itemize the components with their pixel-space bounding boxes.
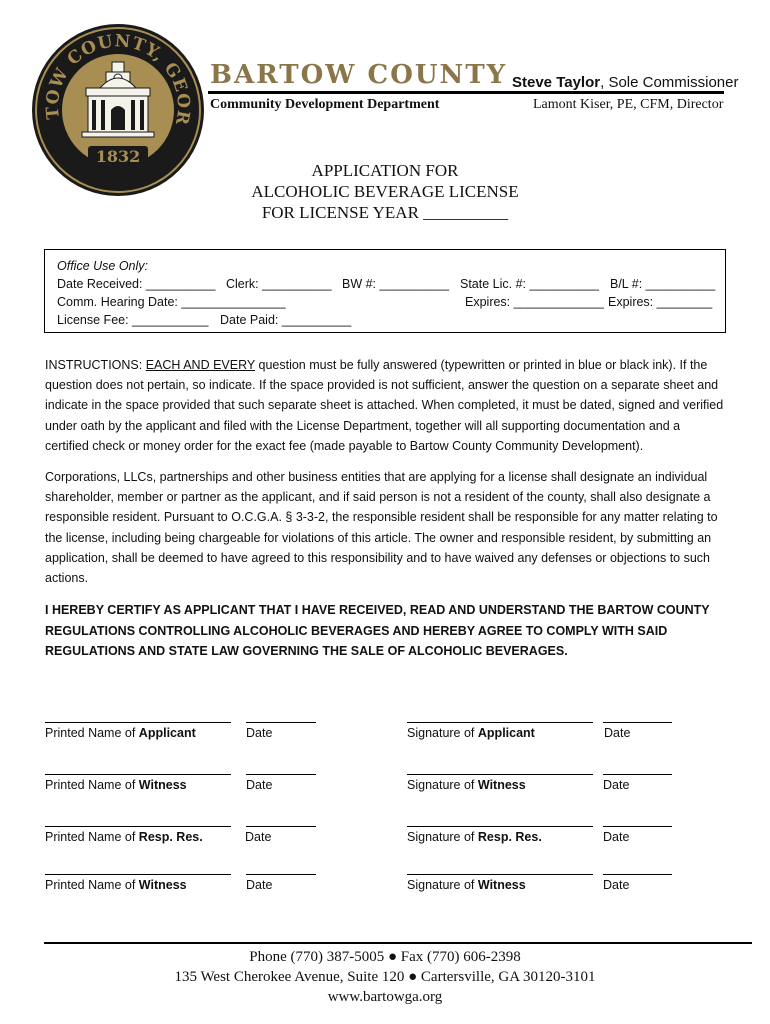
date-signature-witness-2-line[interactable] [603, 874, 672, 875]
seal-year: 1832 [95, 147, 141, 166]
corporations-paragraph: Corporations, LLCs, partnerships and other business entities that are applying for a license shall designate an individual shareholder, member or partner as the applicant, and if said person is not a resident of the county, shall also designate a responsible resident. Pursuant to O.C.G.A. § 3-3-2, the responsible resident shall be responsible for any matter relating to the license, including being chargeable for violations of this article. The owner and responsible resident, by submitting an application, shall be deemed to have agreed to this responsibility and to have waived any defenses or objections to such actions. [45, 470, 718, 586]
signature-resp-res-label: Signature of Resp. Res. [407, 830, 542, 844]
signature-witness-line[interactable] [407, 774, 593, 775]
title-line-3: FOR LICENSE YEAR __________ [261, 203, 509, 222]
signature-witness-label: Signature of Witness [407, 778, 526, 792]
date-label: Date [604, 726, 631, 740]
certification-statement: I HEREBY CERTIFY AS APPLICANT THAT I HAVE RECEIVED, READ AND UNDERSTAND THE BARTOW COUNTY REGULATIONS CONTROLLING ALCOHOLIC BEVERAGES AND HEREBY AGREE TO COMPLY WITH SAID REGULATIONS AND STATE LAW GOVERNING THE SALE OF ALCOHOLIC BEVERAGES. [45, 603, 710, 658]
date-signature-applicant-line[interactable] [603, 722, 672, 723]
commissioner-title: , Sole Commissioner [600, 74, 739, 91]
date-signature-resp-res-line[interactable] [603, 826, 672, 827]
signature-witness-2-line[interactable] [407, 874, 593, 875]
date-resp-res-line[interactable] [246, 826, 316, 827]
office-use-heading: Office Use Only: [57, 259, 148, 273]
license-fee-field[interactable]: License Fee: ___________ [57, 313, 209, 327]
date-applicant-line[interactable] [246, 722, 316, 723]
date-received-field[interactable]: Date Received: __________ [57, 277, 216, 291]
footer [0, 947, 770, 1007]
footer-address: 135 West Cherokee Avenue, Suite 120 ● Cartersville, GA 30120-3101 [174, 969, 596, 985]
signature-applicant-label: Signature of Applicant [407, 726, 535, 740]
date-signature-witness-line[interactable] [603, 774, 672, 775]
date-label: Date [603, 830, 630, 844]
date-label: Date [246, 878, 273, 892]
date-witness-2-line[interactable] [246, 874, 316, 875]
department-name: Community Development Department [210, 97, 440, 112]
signature-applicant-line[interactable] [407, 722, 593, 723]
date-label: Date [603, 778, 630, 792]
seal-ring-text: TOW COUNTY, GEOR [42, 31, 194, 128]
date-label: Date [246, 778, 273, 792]
commissioner [512, 74, 739, 91]
header-divider [208, 91, 724, 94]
title-line-1: APPLICATION FOR [311, 161, 459, 180]
instructions-emphasis: EACH AND EVERY [145, 358, 256, 372]
commissioner-name: Steve Taylor [512, 74, 601, 91]
county-name: BARTOW COUNTY [210, 60, 508, 90]
signature-witness-2-label: Signature of Witness [407, 878, 526, 892]
title-line-2: ALCOHOLIC BEVERAGE LICENSE [251, 182, 519, 201]
footer-website[interactable]: www.bartowga.org [327, 989, 443, 1005]
printed-name-applicant-label: Printed Name of Applicant [45, 726, 196, 740]
bl-field[interactable]: B/L #: __________ [610, 277, 716, 291]
clerk-field[interactable]: Clerk: __________ [226, 277, 332, 291]
director: Lamont Kiser, PE, CFM, Director [533, 97, 724, 112]
date-paid-field[interactable]: Date Paid: __________ [220, 313, 352, 327]
printed-name-witness-label: Printed Name of Witness [45, 778, 187, 792]
instructions-paragraph [45, 355, 727, 456]
bw-field[interactable]: BW #: __________ [342, 277, 450, 291]
expires-field-2[interactable]: Expires: ________ [608, 295, 713, 309]
expires-field-1[interactable]: Expires: _____________ [465, 295, 605, 309]
instructions-text: question must be fully answered (typewritten or printed in blue or black ink). If the question does not pertain, so indicate. If the space provided is not sufficient, answer the question on a separate sheet and indicate in the space provided that such separate sheet is attached. When completed, it must be dated, signed and verified under oath by the applicant and filed with the License Department, together will all supporting documentation and a certified check or money order for the exact fee (made payable to Bartow County Community Development). [45, 358, 724, 453]
state-lic-field[interactable]: State Lic. #: __________ [460, 277, 600, 291]
date-witness-line[interactable] [246, 774, 316, 775]
date-label: Date [245, 830, 272, 844]
printed-name-applicant-line[interactable] [45, 722, 231, 723]
printed-name-resp-res-label: Printed Name of Resp. Res. [45, 830, 203, 844]
date-label: Date [246, 726, 273, 740]
signature-resp-res-line[interactable] [407, 826, 593, 827]
date-label: Date [603, 878, 630, 892]
printed-name-resp-res-line[interactable] [45, 826, 231, 827]
printed-name-witness-line[interactable] [45, 774, 231, 775]
printed-name-witness-2-label: Printed Name of Witness [45, 878, 187, 892]
office-use-box [44, 249, 726, 333]
footer-divider [44, 942, 752, 944]
comm-hearing-field[interactable]: Comm. Hearing Date: _______________ [57, 295, 286, 309]
form-title [0, 160, 770, 223]
instructions-lead: INSTRUCTIONS: [45, 358, 146, 372]
footer-phone-fax: Phone (770) 387-5005 ● Fax (770) 606-2398 [249, 949, 521, 965]
printed-name-witness-2-line[interactable] [45, 874, 231, 875]
